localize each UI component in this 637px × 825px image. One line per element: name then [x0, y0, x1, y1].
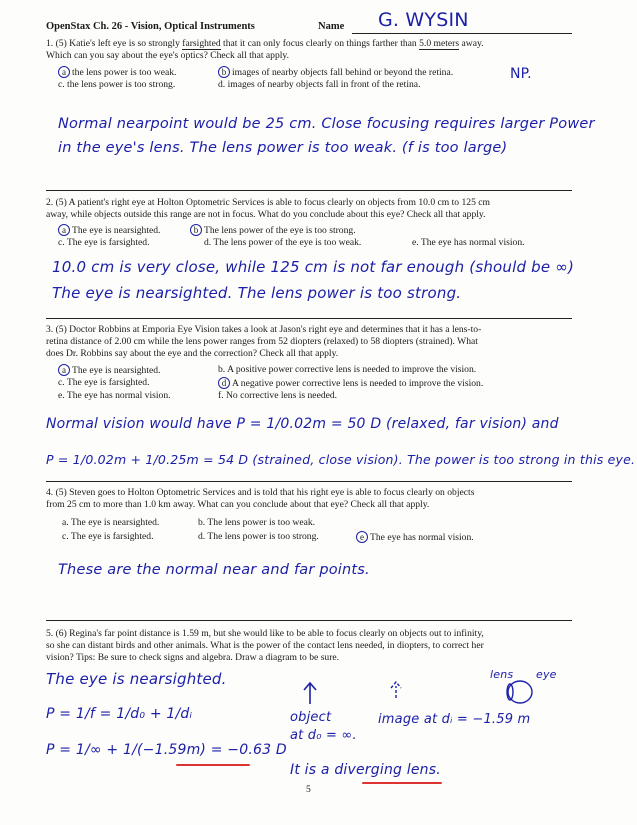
- q3-line1: 3. (5) Doctor Robbins at Emporia Eye Vision takes a look at Jason's right eye and determines that it has a lens-to-: [46, 324, 482, 335]
- q3-option-d[interactable]: d A negative power corrective lens is needed to improve the vision.: [218, 377, 483, 390]
- q1-note-np: NP.: [510, 66, 532, 82]
- answer-circle-icon: a: [58, 364, 70, 376]
- diagram-label-eye: eye: [536, 668, 557, 681]
- answer-circle-icon: a: [58, 224, 70, 236]
- q4-line2: from 25 cm to more than 1.0 km away. What can you conclude about that eye? Check all that apply.: [46, 499, 430, 510]
- q4-option-e[interactable]: e The eye has normal vision.: [356, 531, 474, 544]
- q3-answer-line1: Normal vision would have P = 1/0.02m = 50 D (relaxed, far vision) and: [46, 416, 559, 432]
- q3-option-f[interactable]: f. No corrective lens is needed.: [218, 390, 338, 401]
- worksheet-title: OpenStax Ch. 26 - Vision, Optical Instruments: [46, 21, 255, 32]
- q1-option-c[interactable]: c. the lens power is too strong.: [58, 79, 176, 90]
- page-number: 5: [306, 784, 311, 795]
- answer-circle-icon: e: [356, 531, 368, 543]
- q2-option-b[interactable]: b The lens power of the eye is too strong.: [190, 224, 356, 237]
- arrow-up-icon: [300, 680, 320, 706]
- q2-option-d[interactable]: d. The lens power of the eye is too weak.: [204, 237, 362, 248]
- q4-line1: 4. (5) Steven goes to Holton Optometric Services and is told that his right eye is able to focus clearly on objects: [46, 487, 475, 498]
- separator: [46, 620, 572, 621]
- q1-answer-line1: Normal nearpoint would be 25 cm. Close focusing requires larger Power: [58, 116, 595, 132]
- answer-circle-icon: a: [58, 66, 70, 78]
- q2-option-a[interactable]: a The eye is nearsighted.: [58, 224, 160, 237]
- q3-option-c[interactable]: c. The eye is farsighted.: [58, 377, 150, 388]
- q1-option-b[interactable]: b images of nearby objects fall behind or beyond the retina.: [218, 66, 453, 79]
- q2-answer-line1: 10.0 cm is very close, while 125 cm is not far enough (should be ∞): [52, 258, 575, 276]
- q4-answer-line1: These are the normal near and far points.: [58, 562, 370, 578]
- diagram-label-lens: lens: [490, 668, 514, 681]
- q3-line2: retina distance of 2.00 cm while the lens power ranges from 52 diopters (relaxed) to 58 diopters (strained). What: [46, 336, 478, 347]
- diagram-label-object-distance: at d₀ = ∞.: [290, 728, 357, 743]
- q3-line3: does Dr. Robbins say about the eye and the correction? Check all that apply.: [46, 348, 339, 359]
- q5-line2: so she can distant birds and other animals. What is the power of the contact lens needed, in diopters, to correct her: [46, 640, 484, 651]
- answer-circle-icon: b: [218, 66, 230, 78]
- q2-option-c[interactable]: c. The eye is farsighted.: [58, 237, 150, 248]
- conclusion-underline: [362, 782, 442, 784]
- q5-equation-1: P = 1/f = 1/d₀ + 1/dᵢ: [46, 706, 193, 722]
- diagram-label-object: object: [290, 710, 332, 725]
- q5-equation-2: P = 1/∞ + 1/(−1.59m) = −0.63 D: [46, 742, 287, 758]
- q5-line3: vision? Tips: Be sure to check signs and algebra. Draw a diagram to be sure.: [46, 652, 340, 663]
- q1-line1: 1. (5) Katie's left eye is so strongly farsighted that it can only focus clearly on things farther than 5.0 meters away.: [46, 38, 484, 49]
- q5-conclusion: It is a diverging lens.: [290, 762, 441, 778]
- q4-option-a[interactable]: a. The eye is nearsighted.: [62, 517, 160, 528]
- separator: [46, 481, 572, 482]
- q3-option-e[interactable]: e. The eye has normal vision.: [58, 390, 171, 401]
- q4-option-c[interactable]: c. The eye is farsighted.: [62, 531, 154, 542]
- diagram-label-image: image at dᵢ = −1.59 m: [378, 712, 531, 727]
- q1-option-a[interactable]: a the lens power is too weak.: [58, 66, 176, 79]
- name-line: [352, 33, 572, 34]
- q1-answer-line2: in the eye's lens. The lens power is too weak. (f is too large): [58, 140, 508, 156]
- q2-line2: away, while objects outside this range are not in focus. What do you conclude about this eye? Check all that apply.: [46, 209, 486, 220]
- answer-underline: [176, 764, 250, 766]
- q3-option-a[interactable]: a The eye is nearsighted.: [58, 364, 160, 377]
- answer-circle-icon: d: [218, 377, 230, 389]
- answer-circle-icon: b: [190, 224, 202, 236]
- q2-line1: 2. (5) A patient's right eye at Holton Optometric Services is able to focus clearly on objects from 10.0 cm to 125 cm: [46, 197, 491, 208]
- q2-answer-line2: The eye is nearsighted. The lens power is too strong.: [52, 284, 462, 302]
- name-label: Name: [318, 21, 345, 32]
- q3-answer-line2: P = 1/0.02m + 1/0.25m = 54 D (strained, close vision). The power is too strong in this eye.: [46, 452, 636, 467]
- q2-option-e[interactable]: e. The eye has normal vision.: [412, 237, 525, 248]
- student-name: G. WYSIN: [378, 9, 469, 31]
- q5-line1: 5. (6) Regina's far point distance is 1.59 m, but she would like to be able to focus clearly on objects out to infinity,: [46, 628, 484, 639]
- q4-option-b[interactable]: b. The lens power is too weak.: [198, 517, 316, 528]
- separator: [46, 190, 572, 191]
- q4-option-d[interactable]: d. The lens power is too strong.: [198, 531, 319, 542]
- arrow-up-icon: [386, 674, 406, 700]
- q3-option-b[interactable]: b. A positive power corrective lens is needed to improve the vision.: [218, 364, 477, 375]
- q1-line2: Which can you say about the eye's optics? Check all that apply.: [46, 50, 290, 61]
- q1-option-d[interactable]: d. images of nearby objects fall in front of the retina.: [218, 79, 421, 90]
- separator: [46, 318, 572, 319]
- q5-answer-nearsighted: The eye is nearsighted.: [46, 670, 227, 688]
